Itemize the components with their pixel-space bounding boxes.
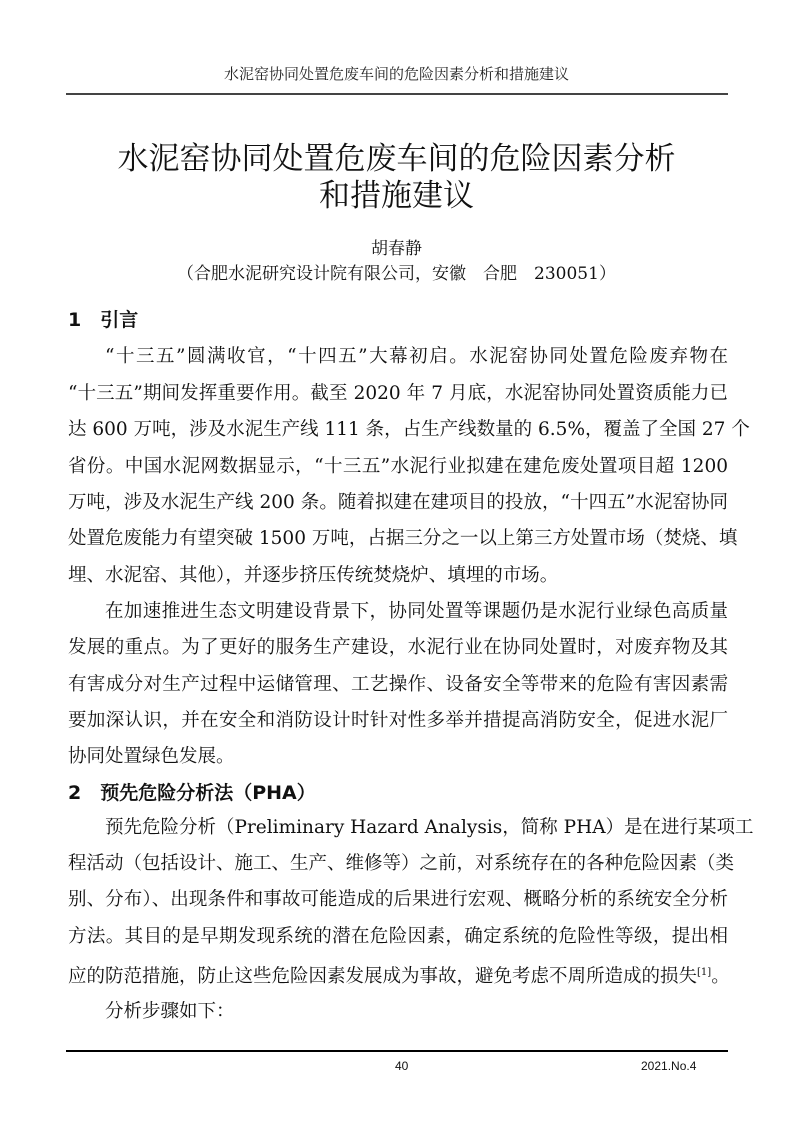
paragraph-line: 程活动（包括设计、施工、生产、维修等）之前，对系统存在的各种危险因素（类 xyxy=(68,853,735,874)
paragraph-line: “十三五”圆满收官，“十四五”大幕初启。水泥窑协同处置危险废弃物在 xyxy=(105,346,728,367)
paragraph-line: 埋、水泥窑、其他），并逐步挤压传统焚烧炉、填埋的市场。 xyxy=(68,565,559,586)
paragraph-line: 分析步骤如下： xyxy=(105,1001,235,1022)
section-heading-2: 2 预先危险分析法（PHA） xyxy=(68,782,316,804)
paragraph-line: “十三五”期间发挥重要作用。截至 2020 年 7 月底，水泥窑协同处置资质能力已 xyxy=(68,383,728,404)
paragraph-line: 处置危废能力有望突破 1500 万吨，占据三分之一以上第三方处置市场（焚烧、填 xyxy=(68,528,738,549)
paragraph-line: 万吨，涉及水泥生产线 200 条。随着拟建在建项目的投放，“十四五”水泥窑协同 xyxy=(68,492,728,513)
paragraph-line: 达 600 万吨，涉及水泥生产线 111 条，占生产线数量的 6.5%，覆盖了全国 27 个 xyxy=(68,419,750,440)
paragraph-line: 省份。中国水泥网数据显示，“十三五”水泥行业拟建在建危废处置项目超 1200 xyxy=(68,456,728,477)
paragraph-line: 协同处置绿色发展。 xyxy=(68,746,235,767)
paragraph-text: 应的防范措施，防止这些危险因素发展成为事故，避免考虑不周所造成的损失 xyxy=(68,966,698,988)
page-number: 40 xyxy=(395,1059,409,1073)
section-heading-1: 1 引言 xyxy=(68,309,139,331)
paragraph-end: 。 xyxy=(711,966,730,988)
paragraph-line: 方法。其目的是早期发现系统的潜在危险因素，确定系统的危险性等级，提出相 xyxy=(68,926,728,947)
author: 胡春静 xyxy=(371,239,422,259)
footer-rule xyxy=(66,1050,728,1052)
paragraph-line: 预先危险分析（Preliminary Hazard Analysis，简称 PHA）是在进行某项工 xyxy=(105,817,754,838)
paragraph-line: 发展的重点。为了更好的服务生产建设，水泥行业在协同处置时，对废弃物及其 xyxy=(68,637,728,658)
paragraph-line: 有害成分对生产过程中运储管理、工艺操作、设备安全等带来的危险有害因素需 xyxy=(68,674,728,695)
page-title-line-2: 和措施建议 xyxy=(319,178,474,214)
paragraph-line: 在加速推进生态文明建设背景下，协同处置等课题仍是水泥行业绿色高质量 xyxy=(105,601,728,622)
running-header: 水泥窑协同处置危废车间的危险因素分析和措施建议 xyxy=(223,65,569,83)
paragraph-line: 要加深认识，并在安全和消防设计时针对性多举并措提高消防安全，促进水泥厂 xyxy=(68,710,728,731)
issue-label: 2021.No.4 xyxy=(641,1059,697,1073)
paragraph-line xyxy=(68,961,728,989)
citation[interactable]: [1] xyxy=(697,967,712,978)
paragraph-line: 别、分布）、出现条件和事故可能造成的后果进行宏观、概略分析的系统安全分析 xyxy=(68,889,728,910)
page-title-line-1: 水泥窑协同处置危废车间的危险因素分析 xyxy=(117,141,676,177)
affiliation: （合肥水泥研究设计院有限公司，安徽 合肥 230051） xyxy=(177,264,616,284)
header-rule xyxy=(66,93,728,95)
